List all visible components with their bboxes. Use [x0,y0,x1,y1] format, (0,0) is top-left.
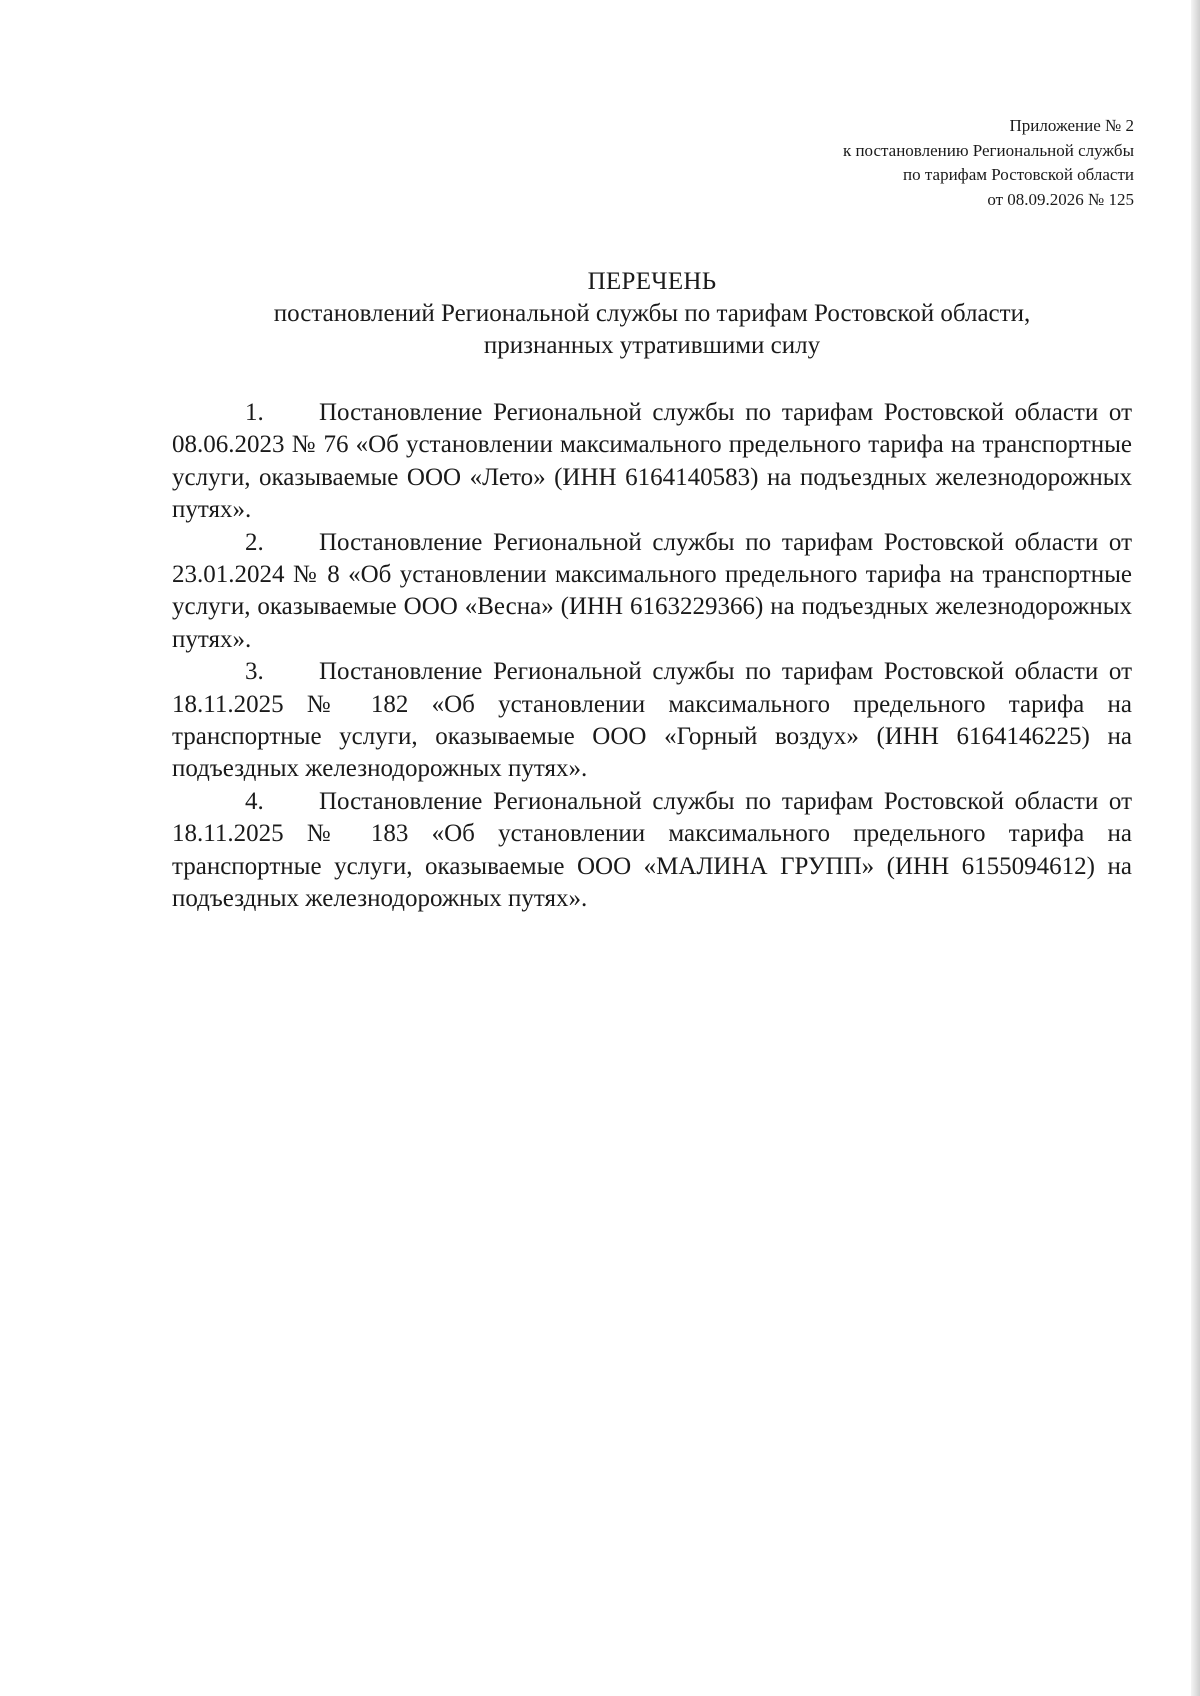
list-item-number: 4. [245,787,264,815]
list-item [172,527,1132,657]
document-heading [172,266,1132,362]
list-item-number: 2. [245,528,264,556]
list-item-text: Постановление Региональной службы по тарифам Ростовской области от 08.06.2023 № 76 «Об установлении максимального предельного тарифа на транспортные услуги, оказываемые ООО «Лето» (ИНН 6164140583) на подъездных железнодорожных путях». [172,399,1132,524]
appendix-reference: к постановлению Региональной службы [842,140,1134,160]
appendix-authority: по тарифам Ростовской области [903,165,1134,184]
resolution-list [172,397,1132,916]
list-item [172,656,1132,786]
list-item-number: 1. [245,399,264,426]
list-item [172,786,1132,916]
appendix-block [843,114,1134,212]
list-item-text: Постановление Региональной службы по тарифам Ростовской области от 18.11.2025 № 182 «Об установлении максимального предельного тарифа на транспортные услуги, оказываемые ООО «Горный воздух» (ИНН 6164146225) на подъездных железнодорожных путях». [172,658,1132,783]
document-subtitle-line-1: постановлений Региональной службы по тарифам Ростовской области, [273,300,1031,327]
appendix-number: Приложение № 2 [1009,116,1134,135]
document-title: ПЕРЕЧЕНЬ [587,268,717,295]
list-item [172,397,1132,527]
page-edge-shadow [1191,0,1200,1696]
appendix-date: от 08.09.2026 № 125 [987,189,1134,209]
list-item-number: 3. [245,658,264,686]
document-subtitle-line-2: признанных утратившими силу [483,332,821,359]
list-item-text: Постановление Региональной службы по тарифам Ростовской области от 23.01.2024 № 8 «Об установлении максимального предельного тарифа на транспортные услуги, оказываемые ООО «Весна» (ИНН 6163229366) на подъездных железнодорожных путях». [172,528,1132,653]
list-item-text: Постановление Региональной службы по тарифам Ростовской области от 18.11.2025 № 183 «Об установлении максимального предельного тарифа на транспортные услуги, оказываемые ООО «МАЛИНА ГРУПП» (ИНН 6155094612) на подъездных железнодорожных путях». [172,787,1132,913]
